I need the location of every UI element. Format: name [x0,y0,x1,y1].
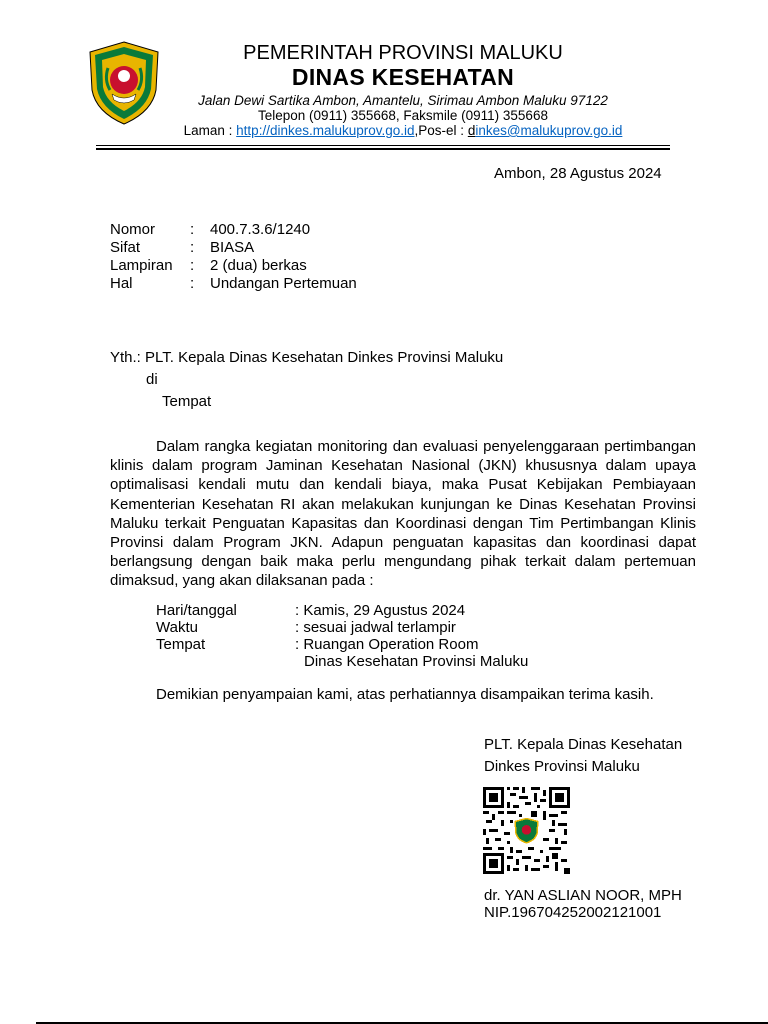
signatory-name: dr. YAN ASLIAN NOOR, MPH [484,887,682,904]
meta-value-sifat: BIASA [210,239,255,256]
kop-address: Jalan Dewi Sartika Ambon, Amantelu, Sirimau Ambon Maluku 97122 [198,93,608,108]
meta-value-lampiran: 2 (dua) berkas [210,257,307,274]
meta-colon: : [190,221,195,238]
meta-label: Sifat [110,239,141,256]
meta-label: Nomor [110,221,156,238]
recipient-line: Yth.: PLT. Kepala Dinas Kesehatan Dinkes Provinsi Maluku [110,349,504,366]
recipient-tempat: Tempat [162,393,212,410]
email-link[interactable]: dinkes@malukuprov.go.id [467,123,623,138]
schedule-label: Waktu [156,619,198,636]
email-label: ,Pos-el : [414,123,468,138]
body-paragraph: Dalam rangka kegiatan monitoring dan evaluasi penyelenggaraan pertimbangan klinis dalam program Jaminan Kesehatan Nasional (JKN) khususnya dalam upaya optimalisasi kendali mutu dan kendali biaya, maka Pusat Kebijakan Pembiayaan Kementerian Kesehatan RI akan melakukan kunjungan ke Dinas Kesehatan Provinsi Maluku terkait Penguatan Kapasitas dan Koordinasi dengan Tim Pertimbangan Klinis Provinsi dalam Program JKN. Adapun penguatan kapasitas dan koordinasi dapat berlangsung dengan baik maka perlu mengundang pihak terkait dalam pertemuan dimaksud, yang akan dilaksanan pada : [110,438,696,590]
qr-code-icon [483,787,570,874]
kop-government: PEMERINTAH PROVINSI MALUKU [243,42,563,64]
signatory-office: Dinkes Provinsi Maluku [484,758,640,775]
kop-contact [0,123,768,138]
meta-colon: : [190,239,195,256]
meta-value-nomor: 400.7.3.6/1240 [210,221,311,238]
meta-value-hal: Undangan Pertemuan [210,275,357,292]
schedule-value: : sesuai jadwal terlampir [295,619,456,636]
schedule-label: Hari/tanggal [156,602,237,619]
kop-phone: Telepon (0911) 355668, Faksmile (0911) 355668 [258,108,548,123]
signatory-nip: NIP.196704252002121001 [484,904,662,921]
meta-colon: : [190,257,195,274]
meta-colon: : [190,275,195,292]
meta-label: Lampiran [110,257,173,274]
letterhead-rule-thick [96,148,670,150]
kop-agency: DINAS KESEHATAN [291,64,515,90]
signatory-title: PLT. Kepala Dinas Kesehatan [484,736,683,753]
recipient-di: di [146,371,158,388]
closing-sentence: Demikian penyampaian kami, atas perhatiannya disampaikan terima kasih. [156,686,654,703]
web-label: Laman : [183,123,237,138]
schedule-value: : Kamis, 29 Agustus 2024 [295,602,466,619]
schedule-label: Tempat [156,636,206,653]
website-link[interactable]: http://dinkes.malukuprov.go.id [236,123,415,138]
meta-label: Hal [110,275,133,292]
letter-date: Ambon, 28 Agustus 2024 [494,165,662,182]
letterhead-rule-thin [96,145,670,146]
schedule-value-continued: Dinas Kesehatan Provinsi Maluku [304,653,529,670]
schedule-value: : Ruangan Operation Room [295,636,479,653]
